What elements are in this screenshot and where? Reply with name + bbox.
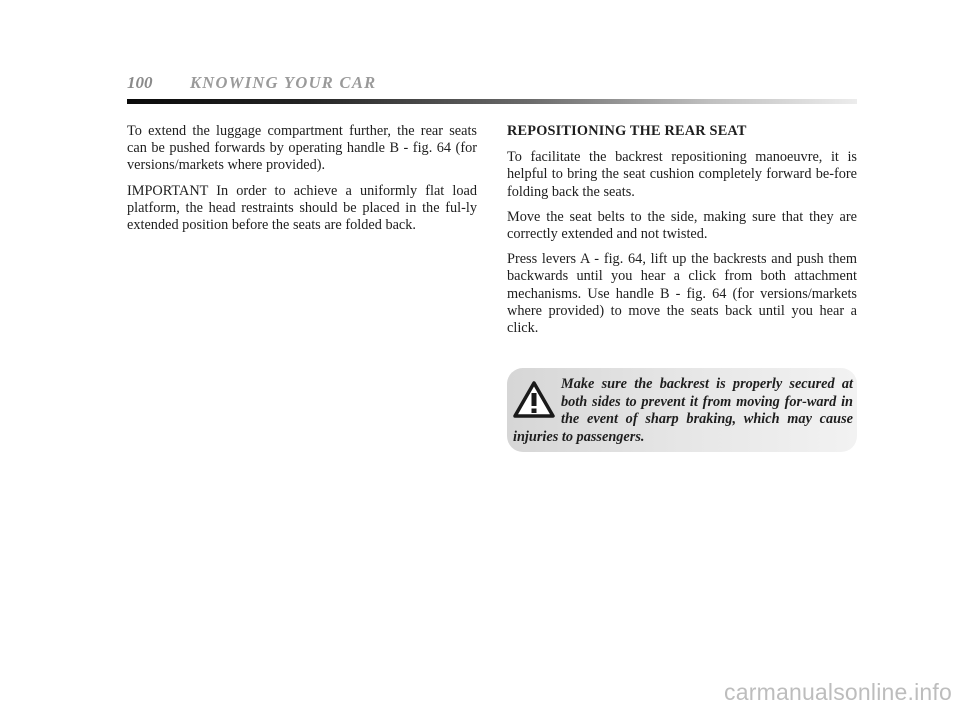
paragraph-seat-belts: Move the seat belts to the side, making sure that they are correctly extended and not twisted. <box>507 208 857 243</box>
right-column <box>507 123 857 345</box>
header-rule <box>127 99 857 104</box>
paragraph-levers: Press levers A - fig. 64, lift up the backrests and push them backwards until you hear a click from both attachment mechanisms. Use handle B - fig. 64 (for versions/markets where provided) to move the seats back until you hear a click. <box>507 251 857 337</box>
section-title: KNOWING YOUR CAR <box>190 73 377 92</box>
paragraph-luggage-extension: To extend the luggage compartment further, the rear seats can be pushed forwards by operating handle B - fig. 64 (for versions/markets where provided). <box>127 123 477 174</box>
watermark: carmanualsonline.info <box>724 679 952 705</box>
left-column <box>127 123 477 242</box>
section-heading: REPOSITIONING THE REAR SEAT <box>507 123 747 139</box>
icon-spacer <box>513 376 561 428</box>
paragraph-backrest-repositioning: To facilitate the backrest repositioning manoeuvre, it is helpful to bring the seat cushion completely forward be-fore folding back the seats. <box>507 149 857 200</box>
warning-text-block <box>513 376 853 446</box>
page-number: 100 <box>127 73 153 92</box>
warning-text: Make sure the backrest is properly secured at both sides to prevent it from moving for-ward in the event of sharp braking, which may cause injuries to passengers. <box>513 376 853 445</box>
paragraph-important-head-restraints: IMPORTANT In order to achieve a uniformly flat load platform, the head restraints should be placed in the ful-ly extended position before the seats are folded back. <box>127 182 477 234</box>
